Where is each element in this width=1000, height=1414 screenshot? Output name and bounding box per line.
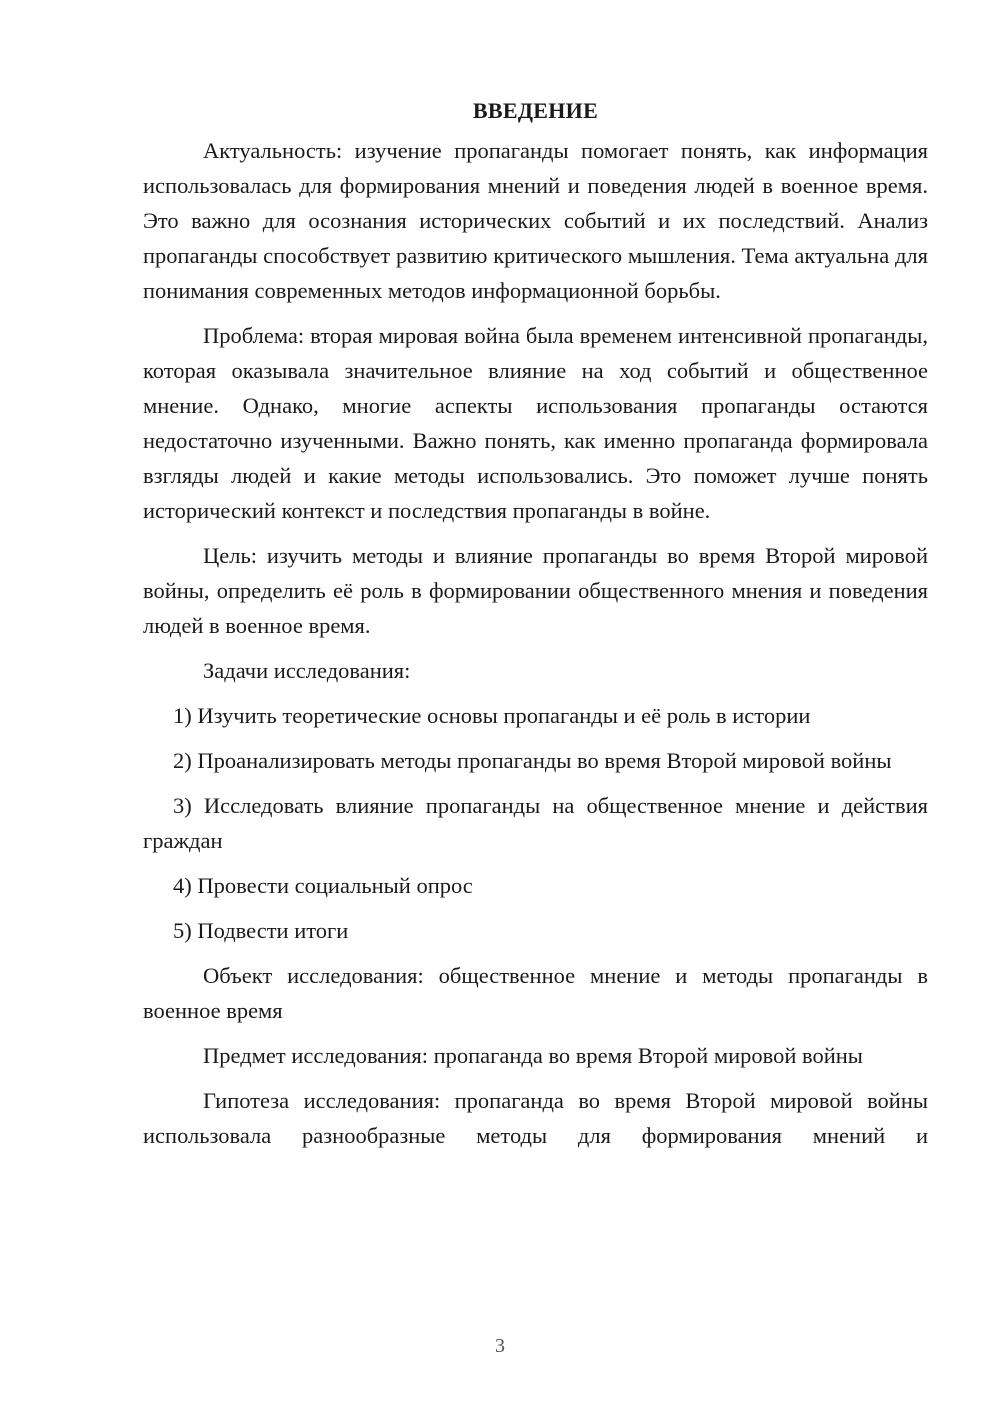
subject-paragraph: Предмет исследования: пропаганда во время Второй мировой войны (203, 1043, 863, 1068)
document-page (143, 95, 928, 1163)
relevance-paragraph: Актуальность: изучение пропаганды помогает понять, как информация использовалась для формирования мнений и поведения людей в военное время. Это важно для осознания исторических событий и их последствий. Анализ пропаганды способствует развитию критического мышления. Тема актуальна для понимания современных методов информационной борьбы. (143, 138, 928, 303)
task-item-3: 3) Исследовать влияние пропаганды на общественное мнение и действия граждан (143, 793, 928, 853)
page-number: 3 (495, 1335, 505, 1357)
tasks-heading: Задачи исследования: (203, 658, 411, 683)
task-item-2: 2) Проанализировать методы пропаганды во время Второй мировой войны (173, 748, 892, 773)
section-heading: ВВЕДЕНИЕ (472, 98, 599, 123)
task-item-5: 5) Подвести итоги (173, 918, 349, 943)
task-item-4: 4) Провести социальный опрос (173, 873, 473, 898)
object-paragraph: Объект исследования: общественное мнение и методы пропаганды в военное время (143, 963, 928, 1023)
problem-paragraph: Проблема: вторая мировая война была временем интенсивной пропаганды, которая оказывала значительное влияние на ход событий и общественное мнение. Однако, многие аспекты использования пропаганды остаются недостаточно изученными. Важно понять, как именно пропаганда формировала взгляды людей и какие методы использовались. Это поможет лучше понять исторический контекст и последствия пропаганды в войне. (143, 323, 928, 523)
goal-paragraph: Цель: изучить методы и влияние пропаганды во время Второй мировой войны, определить её роль в формировании общественного мнения и поведения людей в военное время. (143, 543, 928, 638)
hypothesis-paragraph: Гипотеза исследования: пропаганда во время Второй мировой войны использовала разнообразные методы для формирования мнений и (143, 1088, 928, 1148)
task-item-1: 1) Изучить теоретические основы пропаганды и её роль в истории (173, 703, 811, 728)
